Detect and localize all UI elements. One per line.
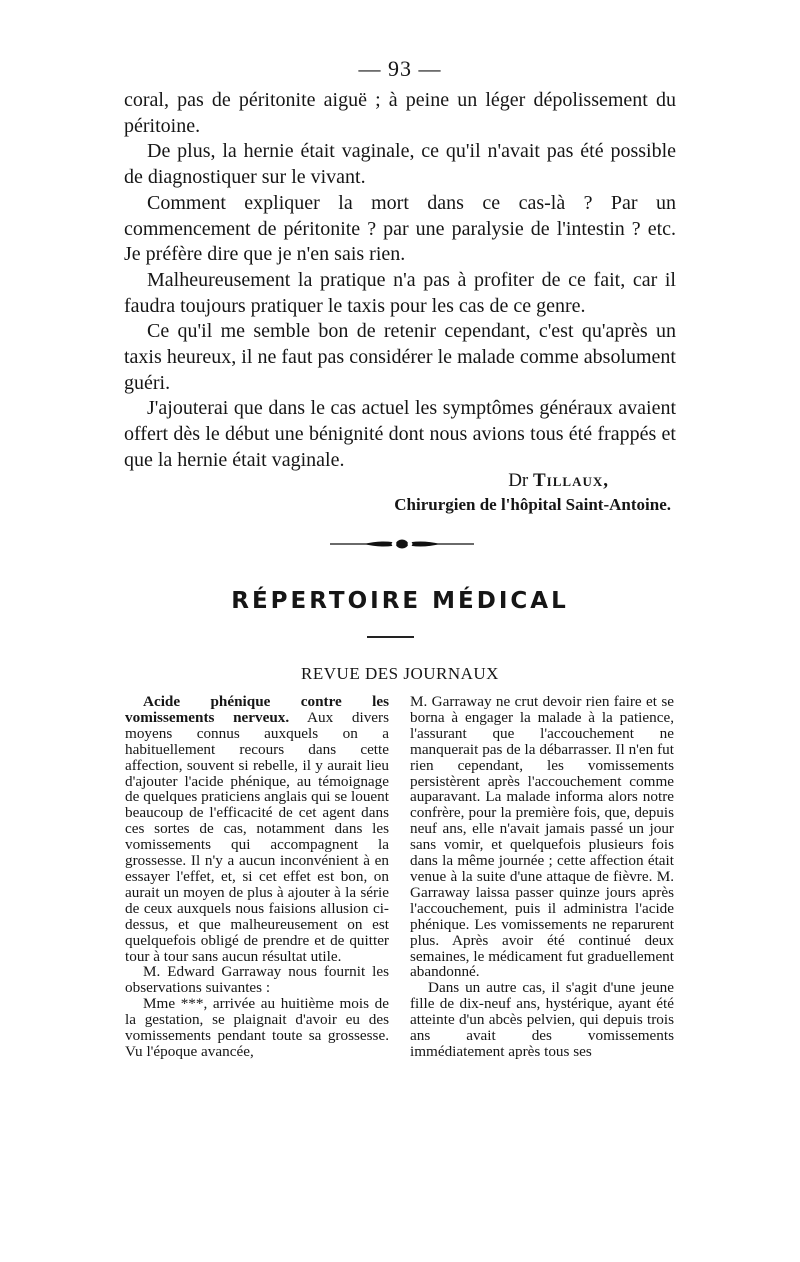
article-title: Acide phénique contre les vomissements nerveux.: [125, 693, 389, 726]
author-prefix: Dr: [508, 470, 529, 491]
right-column: [410, 694, 674, 1060]
body-paragraph: Malheureusement la pratique n'a pas à profiter de ce fait, car il faudra toujours pratiquer le taxis pour les cas de ce genre.: [124, 268, 676, 317]
title-rule: [367, 636, 414, 638]
article-text: Aux divers moyens connus auxquels on a habituellement recours dans cette affection, souvent si rebelle, il y aurait lieu d'ajouter l'acide phénique, au témoignage de quelques praticiens anglais qui se louent beaucoup de l'efficacité de cet agent dans ces sortes de cas, notamment dans les vomissements qui accompagnent la grossesse. Il n'y a aucun inconvénient à en essayer l'effet, et, si cet effet est bon, on aurait un moyen de plus à ajouter à la série de ceux auxquels nous faisions allusion ci-dessus, et que malheureusement on est quelquefois obligé de prendre et de quitter tour à tour sans aucun résultat utile.: [125, 708, 389, 965]
closing-case-text: [124, 88, 676, 474]
article-paragraph: M. Edward Garraway nous fournit les observations suivantes :: [125, 963, 389, 997]
subsection-title: REVUE DES JOURNAUX: [301, 664, 499, 683]
article-paragraph: [125, 694, 389, 964]
article-paragraph: Mme ***, arrivée au huitième mois de la gestation, se plaignait d'avoir eu des vomissements pendant toute sa grossesse. Vu l'époque avancée,: [125, 995, 389, 1060]
body-paragraph: Ce qu'il me semble bon de retenir cependant, c'est qu'après un taxis heureux, il ne faut pas considérer le malade comme absolument guéri.: [124, 320, 676, 394]
left-column: [125, 694, 389, 1060]
article-paragraph: M. Garraway ne crut devoir rien faire et se borna à engager la malade à la patience, l'assurant que l'accouchement ne manquerait pas de la débarrasser. Il n'en fut rien cependant, les vomissements persistèrent après l'accouchement comme auparavant. La malade informa alors notre confrère, pour la première fois, que, depuis neuf ans, elle n'avait jamais passé un jour sans vomir, et quelquefois plusieurs fois dans la même journée ; cette affection était venue à la suite d'une attaque de fièvre. M. Garraway laissa passer quinze jours après l'accouchement, puis il administra l'acide phénique. Les vomissements ne reparurent plus. Après avoir été continué deux semaines, le médicament fut graduellement abandonné.: [410, 693, 674, 981]
author-title: Chirurgien de l'hôpital Saint-Antoine.: [394, 495, 671, 514]
author-signature: [394, 470, 671, 515]
author-name: Tillaux,: [533, 470, 609, 491]
body-paragraph: J'ajouterai que dans le cas actuel les symptômes généraux avaient offert dès le début une bénignité dont nous avions tous été frappés et que la hernie était vaginale.: [124, 397, 676, 471]
page-number: — 93 —: [358, 56, 442, 81]
author-name-line: [394, 470, 609, 492]
body-paragraph: coral, pas de péritonite aiguë ; à peine un léger dépolissement du péritoine.: [124, 89, 676, 137]
ornamental-divider-icon: [330, 537, 474, 551]
article-paragraph: Dans un autre cas, il s'agit d'une jeune fille de dix-neuf ans, hystérique, ayant été atteinte d'un abcès pelvien, qui depuis trois ans avait des vomissements immédiatement après tous ses: [410, 979, 674, 1060]
body-paragraph: Comment expliquer la mort dans ce cas-là ? Par un commencement de péritonite ? par une paralysie de l'intestin ? etc. Je préfère dire que je n'en sais rien.: [124, 191, 676, 266]
section-title: RÉPERTOIRE MÉDICAL: [231, 588, 569, 614]
body-paragraph: De plus, la hernie était vaginale, ce qu'il n'avait pas été possible de diagnostiquer sur le vivant.: [124, 140, 676, 189]
